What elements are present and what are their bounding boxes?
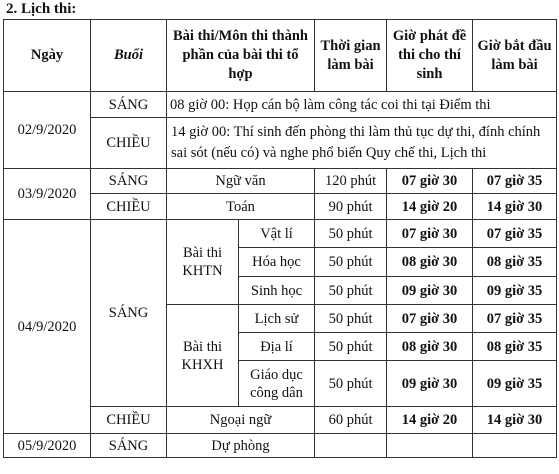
release-time-cell: 14 giờ 20 [387,407,473,434]
release-time-cell: 14 giờ 20 [387,194,473,220]
start-time-cell: 08 giờ 35 [473,333,557,361]
duration-cell: 50 phút [315,220,387,248]
duration-cell: 50 phút [315,361,387,407]
session-cell: SÁNG [91,220,167,407]
release-time-cell: 08 giờ 30 [387,333,473,361]
duration-cell [315,434,387,458]
start-time-cell: 14 giờ 30 [473,407,557,434]
table-row [4,92,557,118]
header-release-time: Giờ phát đề thi cho thí sinh [387,20,473,92]
duration-cell: 60 phút [315,407,387,434]
release-time-cell: 09 giờ 30 [387,277,473,305]
section-heading: 2. Lịch thi: [6,1,77,17]
day-cell: 04/9/2020 [4,220,91,434]
release-time-cell: 09 giờ 30 [387,361,473,407]
session-cell: SÁNG [91,92,167,118]
day-cell: 02/9/2020 [4,92,91,169]
start-time-cell: 08 giờ 35 [473,248,557,277]
header-session: Buổi [91,20,167,92]
subject-cell: Địa lí [239,333,315,361]
subject-cell: Giáo dục công dân [239,361,315,407]
session-cell: CHIỀU [91,194,167,220]
session-cell: CHIỀU [91,407,167,434]
duration-cell: 50 phút [315,305,387,333]
start-time-cell: 07 giờ 35 [473,169,557,194]
event-cell: 14 giờ 00: Thí sinh đến phòng thi làm thủ tục dự thi, đính chính sai sót (nếu có) và nghe phổ biến Quy chế thi, Lịch thi [167,118,557,169]
exam-schedule-table [3,19,557,458]
day-cell: 05/9/2020 [4,434,91,458]
header-subject: Bài thi/Môn thi thành phần của bài thi tổ hợp [167,20,315,92]
release-time-cell [387,434,473,458]
event-cell: 08 giờ 00: Họp cán bộ làm công tác coi thi tại Điểm thi [167,92,557,118]
session-cell: SÁNG [91,169,167,194]
duration-cell: 50 phút [315,248,387,277]
header-duration: Thời gian làm bài [315,20,387,92]
header-day: Ngày [4,20,91,92]
subject-cell: Lịch sử [239,305,315,333]
release-time-cell: 07 giờ 30 [387,220,473,248]
start-time-cell: 09 giờ 35 [473,277,557,305]
subject-cell: Dự phòng [167,434,315,458]
header-start-time: Giờ bắt đầu làm bài [473,20,557,92]
release-time-cell: 08 giờ 30 [387,248,473,277]
start-time-cell: 14 giờ 30 [473,194,557,220]
subject-cell: Ngoại ngữ [167,407,315,434]
table-row [4,220,557,248]
group-cell: Bài thi KHXH [167,305,239,407]
session-cell: CHIỀU [91,118,167,169]
subject-cell: Hóa học [239,248,315,277]
duration-cell: 90 phút [315,194,387,220]
start-time-cell [473,434,557,458]
day-cell: 03/9/2020 [4,169,91,220]
duration-cell: 50 phút [315,333,387,361]
release-time-cell: 07 giờ 30 [387,305,473,333]
start-time-cell: 07 giờ 35 [473,305,557,333]
subject-cell: Ngữ văn [167,169,315,194]
table-row [4,434,557,458]
release-time-cell: 07 giờ 30 [387,169,473,194]
start-time-cell: 07 giờ 35 [473,220,557,248]
session-cell: SÁNG [91,434,167,458]
subject-cell: Sinh học [239,277,315,305]
subject-cell: Vật lí [239,220,315,248]
group-cell: Bài thi KHTN [167,220,239,305]
duration-cell: 50 phút [315,277,387,305]
table-row [4,169,557,194]
subject-cell: Toán [167,194,315,220]
start-time-cell: 09 giờ 35 [473,361,557,407]
header-row [4,20,557,92]
duration-cell: 120 phút [315,169,387,194]
